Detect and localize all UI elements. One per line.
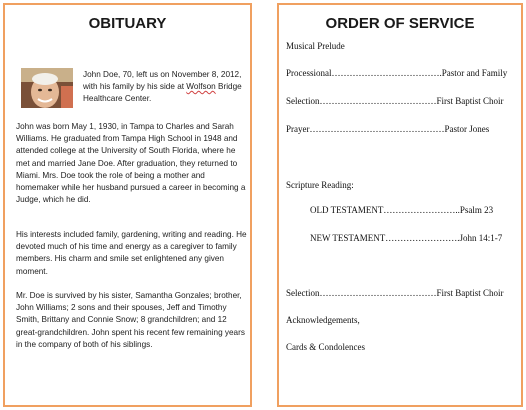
obituary-title: OBITUARY xyxy=(88,15,167,32)
service-item-scripture-reading: Scripture Reading: xyxy=(286,180,354,190)
service-item-acknowledgements: Acknowledgements, xyxy=(286,315,360,325)
service-item-selection-1: Selection…………………………………First Baptist Choir xyxy=(286,96,504,106)
intro-text-end: Bridge Healthcare Center. xyxy=(83,82,242,103)
obituary-paragraph-3: Mr. Doe is survived by his sister, Samantha Gonzales; brother, John Williams; 2 sons and their spouses, Jeff and Timothy Smith, Brittany and Connie Snow; 8 grandchildren; and 12 great-grandchildren. John spent his recent few remaining years in the company of both of his siblings. xyxy=(16,291,245,349)
service-item-musical-prelude: Musical Prelude xyxy=(286,41,345,51)
portrait-photo xyxy=(21,68,73,108)
service-item-old-testament: OLD TESTAMENT……………………..Psalm 23 xyxy=(310,205,494,215)
obituary-paragraph-2: His interests included family, gardening, writing and reading. He devoted much of his time and energy as a caregiver to family members. His charm and smile set enlightened any given moment. xyxy=(16,230,247,276)
obituary-paragraph-1: John was born May 1, 1930, in Tampa to Charles and Sarah Williams. He graduated from Tampa High School in 1948 and attended college at the University of South Florida, where he met and married Jane Doe. After graduation, they returned to Miami. Mrs. Doe took the role of being a mother and homemaker while her husband pursued a career in becoming a Judge, which he did. xyxy=(16,122,246,205)
obituary-panel xyxy=(3,3,252,407)
order-of-service-title: ORDER OF SERVICE xyxy=(325,15,475,32)
service-item-selection-2: Selection…………………………………First Baptist Choir xyxy=(286,288,504,298)
intro-text-start: John Doe, 70, left us on November 8, 2012, with his family by his side at xyxy=(83,70,242,91)
service-item-prayer: Prayer………………………………………Pastor Jones xyxy=(286,124,490,134)
service-item-processional: Processional……………………………….Pastor and Family xyxy=(286,68,508,78)
obituary-intro xyxy=(83,69,249,105)
intro-place-name: Wolfson xyxy=(186,82,216,91)
service-item-cards-condolences: Cards & Condolences xyxy=(286,342,365,352)
order-of-service-panel xyxy=(277,3,523,407)
service-item-new-testament: NEW TESTAMENT…………………….John 14:1-7 xyxy=(310,233,503,243)
